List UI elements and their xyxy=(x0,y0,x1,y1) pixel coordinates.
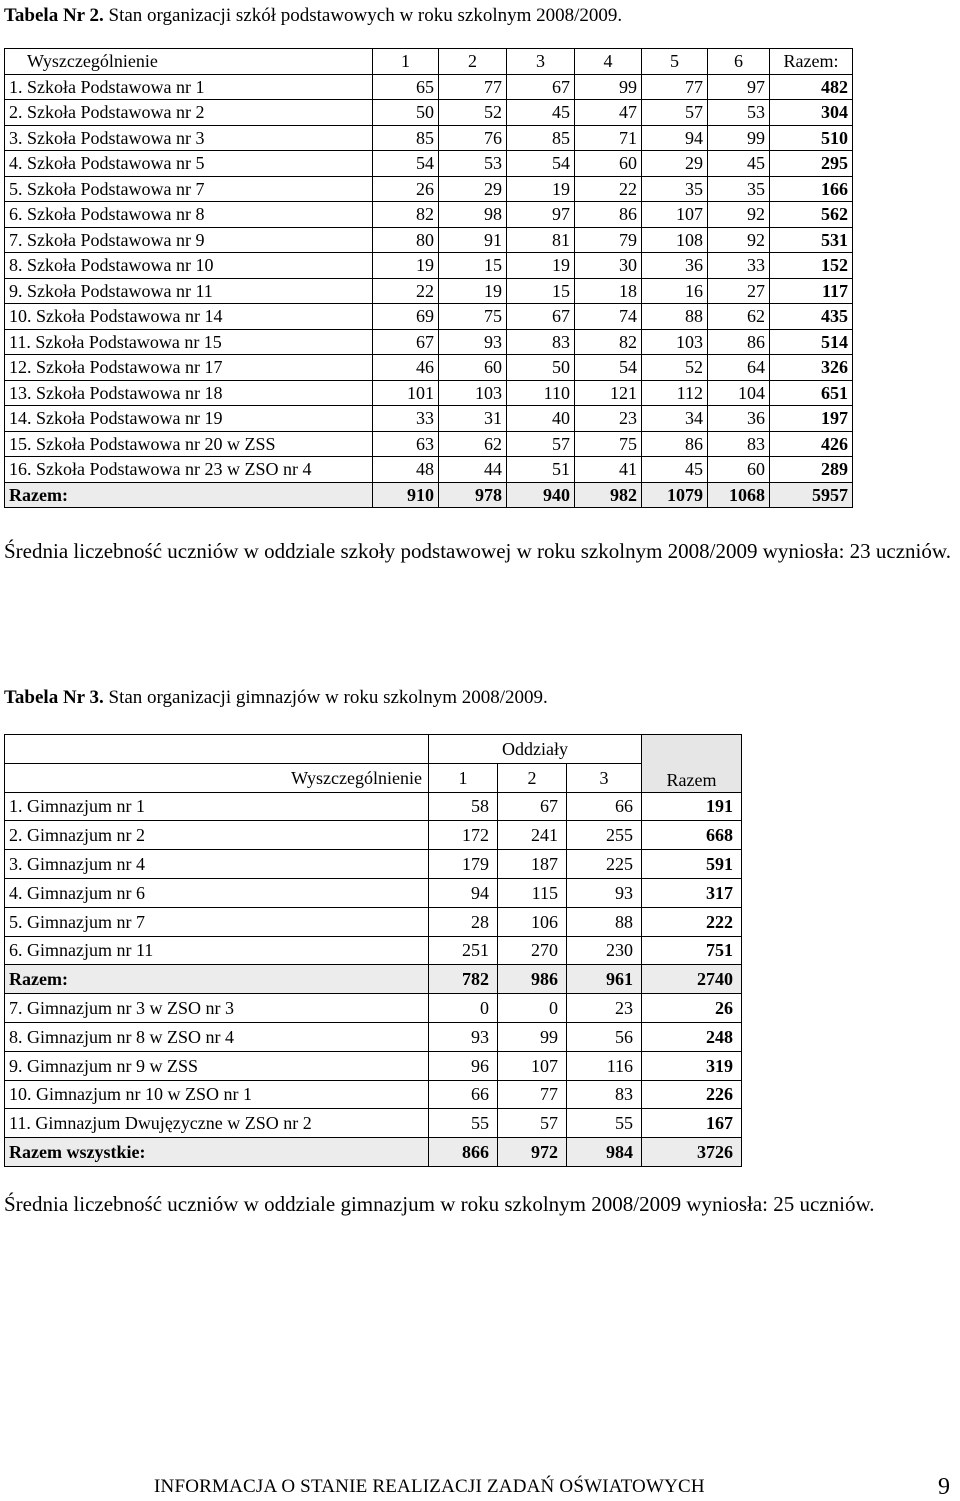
value-cell: 35 xyxy=(642,176,708,202)
table-row xyxy=(5,329,853,355)
page-number: 9 xyxy=(938,1474,950,1500)
value-cell: 83 xyxy=(567,1080,642,1109)
table-row xyxy=(5,355,853,381)
value-cell: 44 xyxy=(439,457,507,483)
sum-value-cell: 1079 xyxy=(642,482,708,508)
table-row xyxy=(5,907,742,936)
value-cell: 0 xyxy=(498,994,567,1023)
value-cell: 81 xyxy=(507,227,575,253)
sum-value-cell: 982 xyxy=(575,482,642,508)
value-cell: 62 xyxy=(439,431,507,457)
table3 xyxy=(4,734,742,1167)
group-header-cell: Oddziały xyxy=(429,735,642,764)
value-cell: 67 xyxy=(507,74,575,100)
value-cell: 63 xyxy=(373,431,439,457)
value-cell: 79 xyxy=(575,227,642,253)
school-name-cell: 1. Gimnazjum nr 1 xyxy=(5,792,429,821)
value-cell: 55 xyxy=(567,1109,642,1138)
value-cell: 82 xyxy=(373,202,439,228)
school-name-cell: 7. Gimnazjum nr 3 w ZSO nr 3 xyxy=(5,994,429,1023)
table-row xyxy=(5,100,853,126)
value-cell: 0 xyxy=(429,994,498,1023)
value-cell: 15 xyxy=(439,253,507,279)
total-cell: 531 xyxy=(770,227,853,253)
value-cell: 98 xyxy=(439,202,507,228)
value-cell: 94 xyxy=(429,878,498,907)
value-cell: 31 xyxy=(439,406,507,432)
value-cell: 112 xyxy=(642,380,708,406)
value-cell: 33 xyxy=(708,253,770,279)
total-cell: 319 xyxy=(642,1051,742,1080)
column-header: 4 xyxy=(575,49,642,75)
value-cell: 110 xyxy=(507,380,575,406)
school-name-cell: 6. Gimnazjum nr 11 xyxy=(5,936,429,965)
value-cell: 55 xyxy=(429,1109,498,1138)
school-name-cell: 4. Szkoła Podstawowa nr 5 xyxy=(5,151,373,177)
total-cell: 166 xyxy=(770,176,853,202)
value-cell: 86 xyxy=(575,202,642,228)
table-row xyxy=(5,850,742,879)
total-cell: 514 xyxy=(770,329,853,355)
sum-value-cell: 986 xyxy=(498,965,567,994)
table-row xyxy=(5,994,742,1023)
sum-value-cell: 1068 xyxy=(708,482,770,508)
value-cell: 77 xyxy=(498,1080,567,1109)
table-row xyxy=(5,253,853,279)
table-row xyxy=(5,1022,742,1051)
table-sum-row xyxy=(5,1138,742,1167)
value-cell: 75 xyxy=(575,431,642,457)
table-row xyxy=(5,431,853,457)
value-cell: 86 xyxy=(642,431,708,457)
total-cell: 482 xyxy=(770,74,853,100)
value-cell: 28 xyxy=(429,907,498,936)
column-header: Razem: xyxy=(770,49,853,75)
value-cell: 19 xyxy=(507,253,575,279)
table-group-header-row xyxy=(5,735,742,764)
school-name-cell: 3. Gimnazjum nr 4 xyxy=(5,850,429,879)
total-cell: 562 xyxy=(770,202,853,228)
value-cell: 56 xyxy=(567,1022,642,1051)
column-header: Razem xyxy=(642,735,742,793)
value-cell: 94 xyxy=(642,125,708,151)
table-row xyxy=(5,878,742,907)
table-row xyxy=(5,125,853,151)
table-row xyxy=(5,1051,742,1080)
value-cell: 19 xyxy=(507,176,575,202)
table-row xyxy=(5,176,853,202)
sum-value-cell: 978 xyxy=(439,482,507,508)
value-cell: 71 xyxy=(575,125,642,151)
sum-label-cell: Razem: xyxy=(5,482,373,508)
column-header: 2 xyxy=(439,49,507,75)
value-cell: 96 xyxy=(429,1051,498,1080)
value-cell: 53 xyxy=(439,151,507,177)
table-sum-row xyxy=(5,482,853,508)
value-cell: 179 xyxy=(429,850,498,879)
value-cell: 255 xyxy=(567,821,642,850)
value-cell: 82 xyxy=(575,329,642,355)
table-row xyxy=(5,304,853,330)
value-cell: 77 xyxy=(439,74,507,100)
school-name-cell: 8. Gimnazjum nr 8 w ZSO nr 4 xyxy=(5,1022,429,1051)
school-name-cell: 4. Gimnazjum nr 6 xyxy=(5,878,429,907)
value-cell: 29 xyxy=(439,176,507,202)
table2-caption-number: Tabela Nr 2. xyxy=(4,5,104,26)
total-cell: 426 xyxy=(770,431,853,457)
value-cell: 51 xyxy=(507,457,575,483)
value-cell: 53 xyxy=(708,100,770,126)
value-cell: 83 xyxy=(708,431,770,457)
value-cell: 88 xyxy=(642,304,708,330)
school-name-cell: 10. Gimnazjum nr 10 w ZSO nr 1 xyxy=(5,1080,429,1109)
value-cell: 67 xyxy=(507,304,575,330)
table-row xyxy=(5,227,853,253)
value-cell: 241 xyxy=(498,821,567,850)
value-cell: 66 xyxy=(567,792,642,821)
total-cell: 317 xyxy=(642,878,742,907)
value-cell: 251 xyxy=(429,936,498,965)
column-header: 5 xyxy=(642,49,708,75)
value-cell: 57 xyxy=(642,100,708,126)
value-cell: 57 xyxy=(507,431,575,457)
table-row xyxy=(5,1080,742,1109)
value-cell: 47 xyxy=(575,100,642,126)
value-cell: 18 xyxy=(575,278,642,304)
value-cell: 67 xyxy=(373,329,439,355)
table3-caption-text: Stan organizacji gimnazjów w roku szkolnym 2008/2009. xyxy=(108,687,548,708)
school-name-cell: 7. Szkoła Podstawowa nr 9 xyxy=(5,227,373,253)
empty-header-cell xyxy=(5,735,429,764)
total-cell: 152 xyxy=(770,253,853,279)
school-name-cell: 13. Szkoła Podstawowa nr 18 xyxy=(5,380,373,406)
value-cell: 99 xyxy=(575,74,642,100)
table-row xyxy=(5,457,853,483)
value-cell: 69 xyxy=(373,304,439,330)
table2-caption xyxy=(4,5,622,27)
total-cell: 289 xyxy=(770,457,853,483)
column-header: 1 xyxy=(373,49,439,75)
sum-value-cell: 940 xyxy=(507,482,575,508)
paragraph-gymnasium-average: Średnia liczebność uczniów w oddziale gimnazjum w roku szkolnym 2008/2009 wyniosła: 25 uczniów. xyxy=(4,1192,875,1216)
value-cell: 36 xyxy=(642,253,708,279)
value-cell: 54 xyxy=(507,151,575,177)
table-sum-row xyxy=(5,965,742,994)
value-cell: 230 xyxy=(567,936,642,965)
table-row xyxy=(5,406,853,432)
value-cell: 88 xyxy=(567,907,642,936)
value-cell: 23 xyxy=(567,994,642,1023)
value-cell: 83 xyxy=(507,329,575,355)
footer-title: INFORMACJA O STANIE REALIZACJI ZADAŃ OŚWIATOWYCH xyxy=(154,1476,705,1497)
value-cell: 19 xyxy=(439,278,507,304)
value-cell: 103 xyxy=(642,329,708,355)
value-cell: 172 xyxy=(429,821,498,850)
paragraph-primary-average: Średnia liczebność uczniów w oddziale szkoły podstawowej w roku szkolnym 2008/2009 wyniosła: 23 uczniów. xyxy=(4,539,951,563)
value-cell: 45 xyxy=(642,457,708,483)
value-cell: 48 xyxy=(373,457,439,483)
value-cell: 77 xyxy=(642,74,708,100)
value-cell: 64 xyxy=(708,355,770,381)
column-header: Wyszczególnienie xyxy=(5,763,429,792)
table-row xyxy=(5,202,853,228)
sum-value-cell: 782 xyxy=(429,965,498,994)
sum-label-cell: Razem: xyxy=(5,965,429,994)
value-cell: 46 xyxy=(373,355,439,381)
value-cell: 45 xyxy=(507,100,575,126)
value-cell: 93 xyxy=(439,329,507,355)
column-header: 2 xyxy=(498,763,567,792)
value-cell: 27 xyxy=(708,278,770,304)
table-row xyxy=(5,1109,742,1138)
value-cell: 54 xyxy=(373,151,439,177)
school-name-cell: 1. Szkoła Podstawowa nr 1 xyxy=(5,74,373,100)
value-cell: 99 xyxy=(708,125,770,151)
school-name-cell: 9. Szkoła Podstawowa nr 11 xyxy=(5,278,373,304)
value-cell: 34 xyxy=(642,406,708,432)
value-cell: 86 xyxy=(708,329,770,355)
value-cell: 67 xyxy=(498,792,567,821)
total-cell: 295 xyxy=(770,151,853,177)
total-cell: 226 xyxy=(642,1080,742,1109)
table-row xyxy=(5,74,853,100)
total-cell: 248 xyxy=(642,1022,742,1051)
school-name-cell: 11. Gimnazjum Dwujęzyczne w ZSO nr 2 xyxy=(5,1109,429,1138)
value-cell: 225 xyxy=(567,850,642,879)
value-cell: 93 xyxy=(429,1022,498,1051)
school-name-cell: 14. Szkoła Podstawowa nr 19 xyxy=(5,406,373,432)
value-cell: 52 xyxy=(642,355,708,381)
school-name-cell: 9. Gimnazjum nr 9 w ZSS xyxy=(5,1051,429,1080)
column-header: 3 xyxy=(507,49,575,75)
value-cell: 101 xyxy=(373,380,439,406)
value-cell: 92 xyxy=(708,227,770,253)
value-cell: 57 xyxy=(498,1109,567,1138)
table-row xyxy=(5,278,853,304)
value-cell: 270 xyxy=(498,936,567,965)
value-cell: 85 xyxy=(373,125,439,151)
sum-value-cell: 910 xyxy=(373,482,439,508)
school-name-cell: 5. Szkoła Podstawowa nr 7 xyxy=(5,176,373,202)
value-cell: 15 xyxy=(507,278,575,304)
value-cell: 97 xyxy=(708,74,770,100)
school-name-cell: 6. Szkoła Podstawowa nr 8 xyxy=(5,202,373,228)
total-cell: 197 xyxy=(770,406,853,432)
sum-label-cell: Razem wszystkie: xyxy=(5,1138,429,1167)
school-name-cell: 8. Szkoła Podstawowa nr 10 xyxy=(5,253,373,279)
value-cell: 91 xyxy=(439,227,507,253)
value-cell: 60 xyxy=(708,457,770,483)
value-cell: 23 xyxy=(575,406,642,432)
total-cell: 191 xyxy=(642,792,742,821)
value-cell: 22 xyxy=(575,176,642,202)
value-cell: 85 xyxy=(507,125,575,151)
value-cell: 65 xyxy=(373,74,439,100)
value-cell: 75 xyxy=(439,304,507,330)
value-cell: 62 xyxy=(708,304,770,330)
column-header: 1 xyxy=(429,763,498,792)
table2 xyxy=(4,48,853,508)
table-header-row xyxy=(5,763,742,792)
total-cell: 167 xyxy=(642,1109,742,1138)
sum-value-cell: 972 xyxy=(498,1138,567,1167)
total-cell: 117 xyxy=(770,278,853,304)
value-cell: 66 xyxy=(429,1080,498,1109)
value-cell: 33 xyxy=(373,406,439,432)
column-header: Wyszczególnienie xyxy=(5,49,373,75)
value-cell: 99 xyxy=(498,1022,567,1051)
school-name-cell: 12. Szkoła Podstawowa nr 17 xyxy=(5,355,373,381)
value-cell: 92 xyxy=(708,202,770,228)
table-row xyxy=(5,792,742,821)
table-row xyxy=(5,936,742,965)
value-cell: 115 xyxy=(498,878,567,907)
value-cell: 50 xyxy=(373,100,439,126)
value-cell: 104 xyxy=(708,380,770,406)
table3-caption xyxy=(4,687,548,709)
value-cell: 52 xyxy=(439,100,507,126)
total-cell: 668 xyxy=(642,821,742,850)
value-cell: 29 xyxy=(642,151,708,177)
total-cell: 751 xyxy=(642,936,742,965)
value-cell: 60 xyxy=(575,151,642,177)
school-name-cell: 2. Gimnazjum nr 2 xyxy=(5,821,429,850)
table-row xyxy=(5,821,742,850)
school-name-cell: 15. Szkoła Podstawowa nr 20 w ZSS xyxy=(5,431,373,457)
sum-total-cell: 5957 xyxy=(770,482,853,508)
value-cell: 41 xyxy=(575,457,642,483)
sum-total-cell: 2740 xyxy=(642,965,742,994)
total-cell: 435 xyxy=(770,304,853,330)
value-cell: 74 xyxy=(575,304,642,330)
value-cell: 97 xyxy=(507,202,575,228)
table2-caption-text: Stan organizacji szkół podstawowych w roku szkolnym 2008/2009. xyxy=(108,5,623,26)
sum-total-cell: 3726 xyxy=(642,1138,742,1167)
sum-value-cell: 961 xyxy=(567,965,642,994)
school-name-cell: 3. Szkoła Podstawowa nr 3 xyxy=(5,125,373,151)
total-cell: 591 xyxy=(642,850,742,879)
school-name-cell: 11. Szkoła Podstawowa nr 15 xyxy=(5,329,373,355)
value-cell: 45 xyxy=(708,151,770,177)
total-cell: 26 xyxy=(642,994,742,1023)
value-cell: 60 xyxy=(439,355,507,381)
value-cell: 54 xyxy=(575,355,642,381)
value-cell: 19 xyxy=(373,253,439,279)
total-cell: 651 xyxy=(770,380,853,406)
school-name-cell: 5. Gimnazjum nr 7 xyxy=(5,907,429,936)
value-cell: 30 xyxy=(575,253,642,279)
value-cell: 93 xyxy=(567,878,642,907)
value-cell: 108 xyxy=(642,227,708,253)
value-cell: 187 xyxy=(498,850,567,879)
value-cell: 103 xyxy=(439,380,507,406)
value-cell: 40 xyxy=(507,406,575,432)
column-header: 3 xyxy=(567,763,642,792)
value-cell: 26 xyxy=(373,176,439,202)
column-header: 6 xyxy=(708,49,770,75)
value-cell: 16 xyxy=(642,278,708,304)
value-cell: 121 xyxy=(575,380,642,406)
school-name-cell: 10. Szkoła Podstawowa nr 14 xyxy=(5,304,373,330)
value-cell: 76 xyxy=(439,125,507,151)
school-name-cell: 16. Szkoła Podstawowa nr 23 w ZSO nr 4 xyxy=(5,457,373,483)
total-cell: 510 xyxy=(770,125,853,151)
value-cell: 22 xyxy=(373,278,439,304)
value-cell: 58 xyxy=(429,792,498,821)
value-cell: 80 xyxy=(373,227,439,253)
sum-value-cell: 984 xyxy=(567,1138,642,1167)
school-name-cell: 2. Szkoła Podstawowa nr 2 xyxy=(5,100,373,126)
sum-value-cell: 866 xyxy=(429,1138,498,1167)
value-cell: 36 xyxy=(708,406,770,432)
value-cell: 50 xyxy=(507,355,575,381)
table-row xyxy=(5,151,853,177)
total-cell: 222 xyxy=(642,907,742,936)
value-cell: 35 xyxy=(708,176,770,202)
total-cell: 304 xyxy=(770,100,853,126)
table3-caption-number: Tabela Nr 3. xyxy=(4,687,104,708)
total-cell: 326 xyxy=(770,355,853,381)
value-cell: 106 xyxy=(498,907,567,936)
value-cell: 107 xyxy=(498,1051,567,1080)
table-header-row xyxy=(5,49,853,75)
table-row xyxy=(5,380,853,406)
value-cell: 116 xyxy=(567,1051,642,1080)
value-cell: 107 xyxy=(642,202,708,228)
